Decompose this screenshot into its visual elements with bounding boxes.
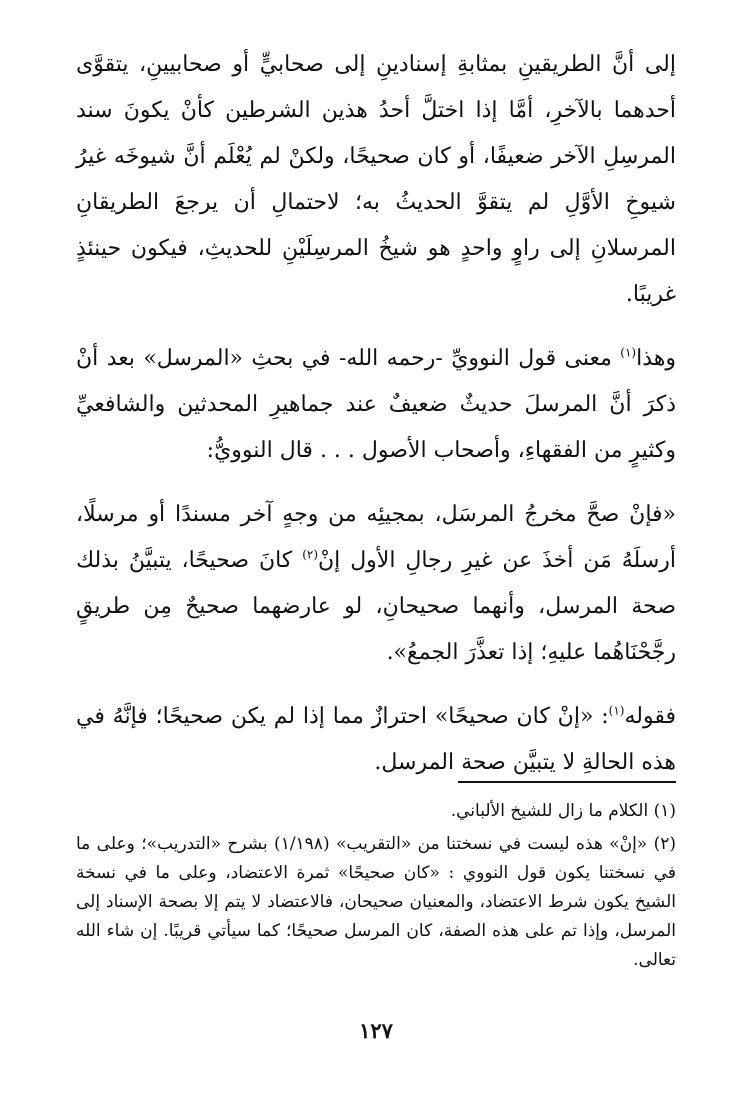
page-number: ١٢٧ [359,1018,393,1043]
paragraph-2-text-start: وهذا [636,346,676,371]
footnote-2: (٢) «إنْ» هذه ليست في نسختنا من «التقريب» (١/١٩٨) بشرح «التدريب»؛ وعلى ما في نسختنا يكون قول النووي : «كان صحيحًا» ثمرة الاعتضاد، وعلى ما في نسخة الشيخ يكون شرط الاعتضاد، والمعنيان صحيحان، فالاعتضاد لا يتم إلا بصحة الإسناد إلى المرسل، وإذا تم على هذه الصفة، كان المرسل صحيحًا؛ كما سيأتي قريبًا. إن شاء الله تعالى. [76,834,676,970]
paragraph-2 [76,336,676,474]
paragraph-4-text-end: : «إنْ كان صحيحًا» احترازٌ مما إذا لم يكن صحيحًا؛ فإنَّهُ في هذه الحالةِ لا يتبيَّن صحة المرسل. [76,704,676,775]
footnote-ref-2: (٢) [302,547,319,562]
footnote-separator [458,781,676,783]
footnote-ref-1b: (١) [608,703,625,718]
paragraph-2-text-end: معنى قول النوويِّ -رحمه الله- في بحثِ «المرسل» بعد أنْ ذكرَ أنَّ المرسلَ حديثٌ ضعيفٌ عند جماهيرِ المحدثين والشافعيِّ وكثيرٍ من الفقهاءِ، وأصحاب الأصول . . . قال النوويُّ: [76,346,676,463]
footnote-ref-1: (١) [620,345,637,360]
footnotes [76,797,676,975]
paragraph-1-text: إلى أنَّ الطريقينِ بمثابةِ إسنادينِ إلى صحابيٍّ أو صحابيينِ، يتقوَّى أحدهما بالآخرِ، أمَّا إذا اختلَّ أحدُ هذين الشرطين كأنْ يكونَ سند المرسِلِ الآخر ضعيفًا، أو كان صحيحًا، ولكنْ لم يُعْلَم أنَّ شيوخَه غيرُ شيوخِ الأوَّلِ لم يتقوَّ الحديثُ به؛ لاحتمالِ أن يرجعَ الطريقانِ المرسلانِ إلى راوٍ واحدٍ هو شيخُ المرسِلَيْنِ للحديثِ، فيكون حينئذٍ غريبًا. [76,52,676,307]
paragraph-3-quote [76,492,676,676]
paragraph-1 [76,42,676,318]
main-text [76,42,676,786]
paragraph-4-text-start: فقوله [624,704,676,729]
paragraph-4 [76,694,676,786]
paragraph-3-text-start: «فإنْ صحَّ مخرجُ المرسَل، بمجيئِه من وجهٍ آخر مسندًا أو مرسلًا، أرسلَهُ مَن أخذَ عن غيرِ رجالِ الأول إنْ [76,502,676,573]
footnote-1: (١) الكلام ما زال للشيخ الألباني. [450,801,676,821]
paragraph-3-text-end: كانَ صحيحًا، يتبيَّنُ بذلك صحة المرسل، وأنهما صحيحانِ، لو عارضهما صحيحٌ مِن طريقٍ رجَّحْنَاهُما عليهِ؛ إذا تعذَّرَ الجمعُ». [76,548,676,665]
